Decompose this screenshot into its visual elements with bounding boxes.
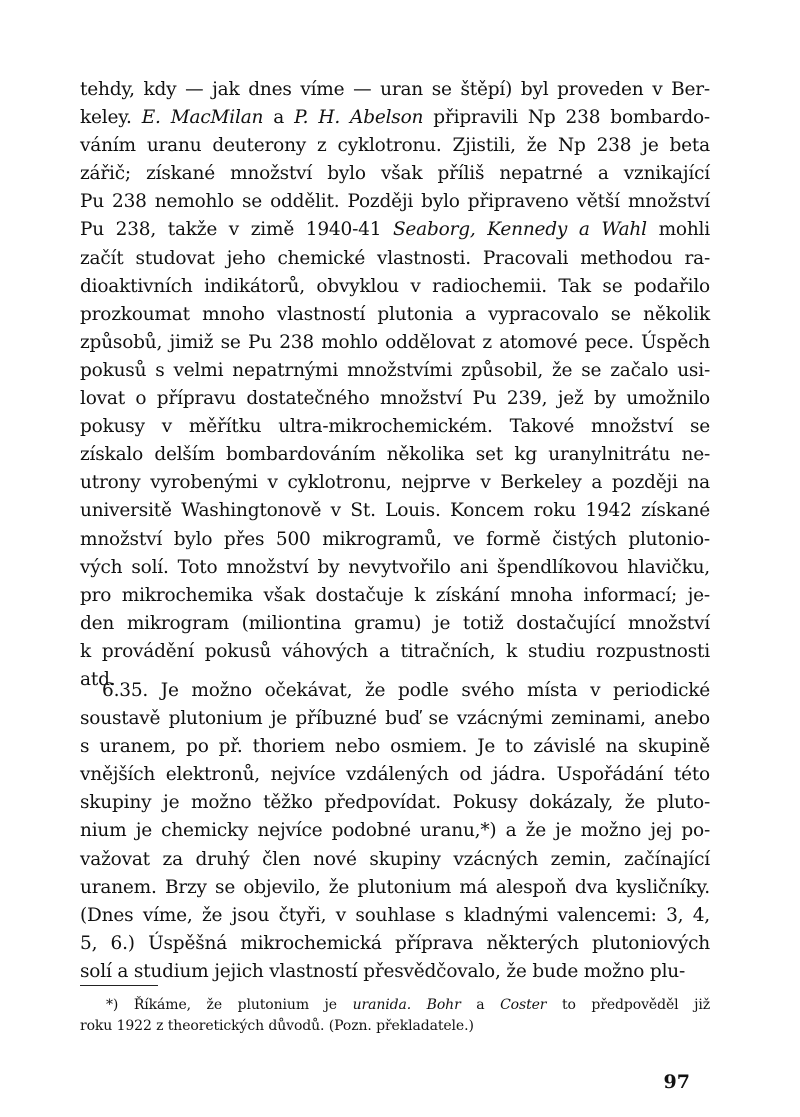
text-run: způsobů, jimiž se Pu 238 mohlo oddělovat z atomové pece. Úspěch xyxy=(80,331,710,353)
text-run: *) Říkáme, že plutonium je xyxy=(106,997,353,1013)
text-line xyxy=(80,638,710,666)
text-line xyxy=(80,469,710,497)
text-run: uranem. Brzy se objevilo, že plutonium má alespoň dva kysličníky. xyxy=(80,876,710,898)
text-run: utrony vyrobenými v cyklotronu, nejprve v Berkeley a později na xyxy=(80,472,710,494)
text-line xyxy=(80,582,710,610)
text-run: nium je chemicky nejvíce podobné uranu,*) a že je možno jej po- xyxy=(80,820,710,842)
paragraph-section-6-35 xyxy=(80,677,710,986)
text-line xyxy=(80,761,710,789)
text-run: 5, 6.) Úspěšná mikrochemická příprava některých plutoniových xyxy=(80,932,710,954)
footnote-line xyxy=(80,995,710,1016)
text-run: 6.35. Je možno očekávat, že podle svého místa v periodické xyxy=(102,680,710,701)
text-run: atd. xyxy=(80,668,116,690)
text-run: universitě Washingtonově v St. Louis. Koncem roku 1942 získané xyxy=(80,500,710,522)
text-line xyxy=(80,610,710,638)
text-line xyxy=(80,902,710,930)
text-line xyxy=(80,132,710,160)
text-line xyxy=(80,188,710,216)
italic-name: P. H. Abelson xyxy=(294,107,424,129)
text-run: pokusů s velmi nepatrnými množstvími způsobil, že se začalo usi- xyxy=(80,359,710,381)
text-line xyxy=(80,329,710,357)
text-line xyxy=(80,733,710,761)
text-run: zářič; získané množství bylo však příliš nepatrné a vznikající xyxy=(80,163,710,185)
italic-name: uranida. Bohr xyxy=(352,997,461,1013)
text-line xyxy=(80,958,710,986)
text-line xyxy=(80,705,710,733)
text-line xyxy=(80,846,710,874)
paragraph-plutonium-history xyxy=(80,76,710,694)
text-run: dioaktivních indikátorů, obvyklou v radiochemii. Tak se podařilo xyxy=(80,275,710,297)
text-line xyxy=(80,301,710,329)
footnote xyxy=(80,995,710,1037)
text-run: a xyxy=(460,997,501,1013)
text-line xyxy=(80,789,710,817)
text-run: s uranem, po př. thoriem nebo osmiem. Je to závislé na skupině xyxy=(80,736,710,758)
text-line xyxy=(80,817,710,845)
text-line xyxy=(80,526,710,554)
text-run: a xyxy=(263,107,295,129)
text-run: k provádění pokusů váhových a titračních, k studiu rozpustnosti xyxy=(80,640,710,662)
text-line xyxy=(80,357,710,385)
text-line xyxy=(80,385,710,413)
footnote-divider xyxy=(80,985,158,986)
text-run: (Dnes víme, že jsou čtyři, v souhlase s kladnými valencemi: 3, 4, xyxy=(80,904,710,926)
text-run: váním uranu deuterony z cyklotronu. Zjistili, že Np 238 je beta xyxy=(80,135,710,157)
text-line xyxy=(80,104,710,132)
text-line xyxy=(80,930,710,958)
text-line xyxy=(80,216,710,244)
text-line xyxy=(80,76,710,104)
text-line xyxy=(80,874,710,902)
text-run: prozkoumat mnoho vlastností plutonia a vypracovalo se několik xyxy=(80,303,710,325)
text-run: važovat za druhý člen nové skupiny vzácných zemin, začínající xyxy=(80,848,710,870)
italic-name: E. MacMilan xyxy=(141,107,264,129)
text-run: množství bylo přes 500 mikrogramů, ve formě čistých plutonio- xyxy=(80,528,710,550)
text-run: Pu 238, takže v zimě 1940-41 xyxy=(80,219,393,241)
text-line xyxy=(80,554,710,582)
text-run: to předpověděl již xyxy=(546,997,710,1013)
page-number: 97 xyxy=(663,1071,690,1093)
footnote-line xyxy=(80,1016,710,1037)
text-run: Pu 238 nemohlo se oddělit. Později bylo připraveno větší množství xyxy=(80,191,710,213)
text-line xyxy=(80,677,710,705)
text-line xyxy=(80,160,710,188)
text-run: den mikrogram (miliontina gramu) je totiž dostačující množství xyxy=(80,612,710,634)
text-run: pro mikrochemika však dostačuje k získání mnoha informací; je- xyxy=(80,584,710,606)
text-run: lovat o přípravu dostatečného množství Pu 239, jež by umožnilo xyxy=(80,388,710,410)
text-line xyxy=(80,273,710,301)
text-run: vých solí. Toto množství by nevytvořilo ani špendlíkovou hlavičku, xyxy=(80,556,710,578)
text-run: skupiny je možno těžko předpovídat. Pokusy dokázaly, že pluto- xyxy=(80,792,710,814)
italic-name: Seaborg, Kennedy a Wahl xyxy=(392,219,647,241)
text-run: začít studovat jeho chemické vlastnosti. Pracovali methodou ra- xyxy=(80,247,710,269)
text-line xyxy=(80,497,710,525)
text-line xyxy=(80,245,710,273)
text-line xyxy=(80,441,710,469)
italic-name: Coster xyxy=(500,997,547,1013)
text-run: pokusy v měřítku ultra-mikrochemickém. Takové množství se xyxy=(80,416,710,438)
text-run: vnějších elektronů, nejvíce vzdálených od jádra. Uspořádání této xyxy=(80,764,710,786)
text-run: solí a studium jejich vlastností přesvědčovalo, že bude možno plu- xyxy=(80,960,686,982)
text-run: získalo delším bombardováním několika set kg uranylnitrátu ne- xyxy=(80,444,710,466)
text-run: soustavě plutonium je příbuzné buď se vzácnými zeminami, anebo xyxy=(80,708,710,730)
text-run: tehdy, kdy — jak dnes víme — uran se štěpí) byl proveden v Ber- xyxy=(80,79,710,100)
text-run: připravili Np 238 bombardo- xyxy=(423,107,710,129)
text-line xyxy=(80,413,710,441)
text-run: mohli xyxy=(646,219,710,241)
text-run: keley. xyxy=(80,107,142,129)
text-run: roku 1922 z theoretických důvodů. (Pozn. překladatele.) xyxy=(80,1018,474,1034)
